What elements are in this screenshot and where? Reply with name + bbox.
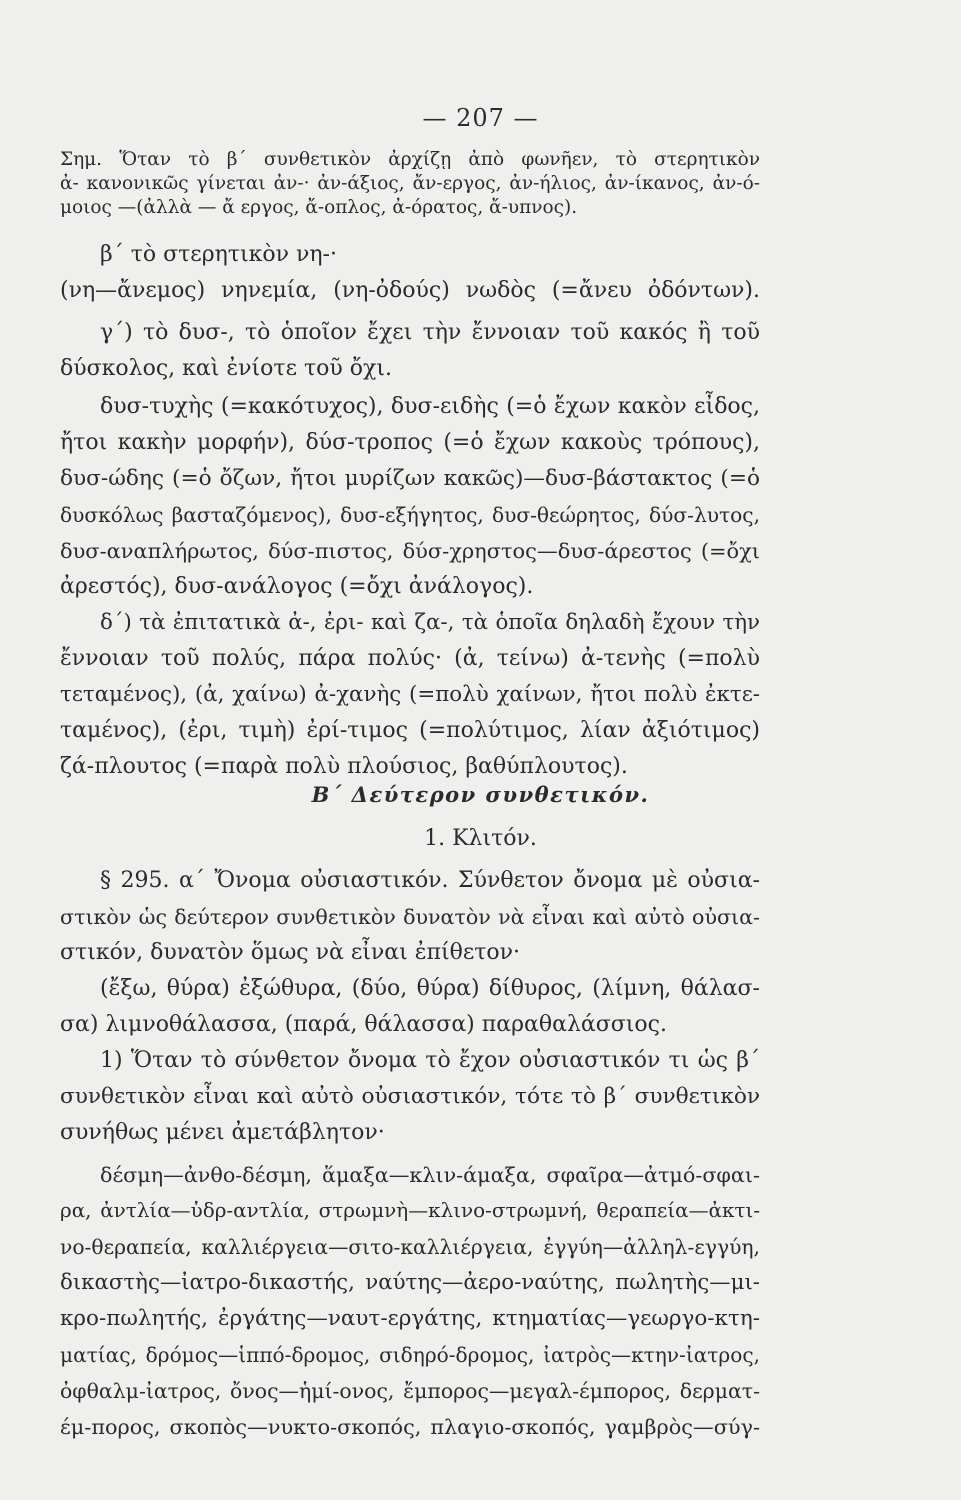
text-line: δυσ-ώδης (=ὁ ὄζων, ἤτοι μυρίζων κακῶς)—δυσ-βάστακτος (=ὁ xyxy=(60,466,760,491)
text-line: § 295. α΄ Ὄνομα οὐσιαστικόν. Σύνθετον ὄνομα μὲ οὐσια- xyxy=(100,868,760,893)
text-line: έμ-πορος, σκοπὸς—νυκτο-σκοπός, πλαγιο-σκοπός, γαμβρὸς—σύγ- xyxy=(60,1415,760,1439)
text-line: δ΄) τὰ ἐπιτατικὰ ἀ-, ἐρι- καὶ ζα-, τὰ ὁποῖα δηλαδὴ ἔχουν τὴν xyxy=(100,610,760,635)
text-line: ζά-πλουτος (=παρὰ πολὺ πλούσιος, βαθύπλουτος). xyxy=(60,754,628,779)
text-line: (νη—ἄνεμος) νηνεμία, (νη-ὀδούς) νωδὸς (=ἄνευ ὀδόντων). xyxy=(60,278,760,303)
text-line: ἀρεστός), δυσ-ανάλογος (=ὄχι ἀνάλογος). xyxy=(60,574,534,599)
text-line: Σημ. Ὅταν τὸ β΄ συνθετικὸν ἀρχίζῃ ἀπὸ φωνῆεν, τὸ στερητικὸν xyxy=(60,149,760,170)
text-line: δικαστὴς—ἰατρο-δικαστής, ναύτης—ἀερο-ναύτης, πωλητὴς—μι- xyxy=(60,1270,760,1295)
text-line: δύσκολος, καὶ ἐνίοτε τοῦ ὄχι. xyxy=(60,356,392,381)
text-line: τεταμένος), (ἀ, χαίνω) ἀ-χανὴς (=πολὺ χαίνων, ἤτοι πολὺ ἐκτε- xyxy=(60,682,760,707)
text-line: 1) Ὅταν τὸ σύνθετον ὄνομα τὸ ἔχον οὐσιαστικόν τι ὡς β΄ xyxy=(100,1048,760,1073)
text-line: δέσμη—ἀνθο-δέσμη, ἅμαξα—κλιν-άμαξα, σφαῖρα—ἀτμό-σφαι- xyxy=(100,1163,760,1187)
text-line: ἔννοιαν τοῦ πολύς, πάρα πολύς· (ἀ, τείνω) ἀ-τενὴς (=πολὺ xyxy=(60,646,760,671)
text-line: δυσ-αναπλήρωτος, δύσ-πιστος, δύσ-χρηστος—δυσ-άρεστος (=ὄχι xyxy=(60,539,760,563)
text-line: ἤτοι κακὴν μορφήν), δύσ-τροπος (=ὁ ἔχων κακοὺς τρόπους), xyxy=(60,430,760,455)
text-line: συνήθως μένει ἀμετάβλητον· xyxy=(60,1120,385,1145)
text-line: νο-θεραπεία, καλλιέργεια—σιτο-καλλιέργεια, ἐγγύη—ἀλληλ-εγγύη, xyxy=(60,1235,760,1259)
text-line: ὀφθαλμ-ἰατρος, ὄνος—ἡμί-ονος, ἔμπορος—μεγαλ-έμπορος, δερματ- xyxy=(60,1379,760,1403)
text-line: (ἔξω, θύρα) ἐξώθυρα, (δύο, θύρα) δίθυρος, (λίμνη, θάλασ- xyxy=(100,976,760,1001)
text-line: β΄ τὸ στερητικὸν νη-· xyxy=(100,242,337,267)
text-line: ρα, ἀντλία—ὑδρ-αντλία, στρωμνὴ—κλινο-στρωμνή, θεραπεία—ἀκτι- xyxy=(60,1199,760,1222)
text-line: δυσ-τυχὴς (=κακότυχος), δυσ-ειδὴς (=ὁ ἔχων κακὸν εἶδος, xyxy=(100,394,760,419)
text-line: ματίας, δρόμος—ἱππό-δρομος, σιδηρό-δρομος, ἰατρὸς—κτην-ἰατρος, xyxy=(60,1343,760,1367)
text-line: δυσκόλως βασταζόμενος), δυσ-εξήγητος, δυσ-θεώρητος, δύσ-λυτος, xyxy=(60,503,760,527)
text-line: μοιος —(ἀλλὰ — ἄ εργος, ἄ-οπλος, ἀ-όρατος, ἄ-υπνος). xyxy=(60,197,578,218)
text-line: ἀ- κανονικῶς γίνεται ἀν-· ἀν-άξιος, ἄν-εργος, ἀν-ήλιος, ἀν-ίκανος, ἀν-ό- xyxy=(60,173,760,194)
text-line: στικόν, δυνατὸν ὅμως νὰ εἶναι ἐπίθετον· xyxy=(60,940,521,965)
text-line: στικὸν ὡς δεύτερον συνθετικὸν δυνατὸν νὰ εἶναι καὶ αὐτὸ οὐσια- xyxy=(60,905,760,929)
text-line: ταμένος), (ἐρι, τιμὴ) ἐρί-τιμος (=πολύτιμος, λίαν ἀξιότιμος) xyxy=(60,718,760,743)
text-line: συνθετικὸν εἶναι καὶ αὐτὸ οὐσιαστικόν, τότε τὸ β΄ συνθετικὸν xyxy=(60,1084,760,1109)
subsection-heading: 1. Κλιτόν. xyxy=(424,826,537,851)
page-number: — 207 — xyxy=(422,104,539,132)
text-line: σα) λιμνοθάλασσα, (παρά, θάλασσα) παραθαλάσσιος. xyxy=(60,1012,667,1037)
text-line: κρο-πωλητής, ἐργάτης—ναυτ-εργάτης, κτηματίας—γεωργο-κτη- xyxy=(60,1306,760,1331)
text-line: γ΄) τὸ δυσ-, τὸ ὁποῖον ἔχει τὴν ἔννοιαν τοῦ κακός ἢ τοῦ xyxy=(100,320,760,345)
section-heading: Β΄ Δεύτερον συνθετικόν. xyxy=(311,782,650,807)
